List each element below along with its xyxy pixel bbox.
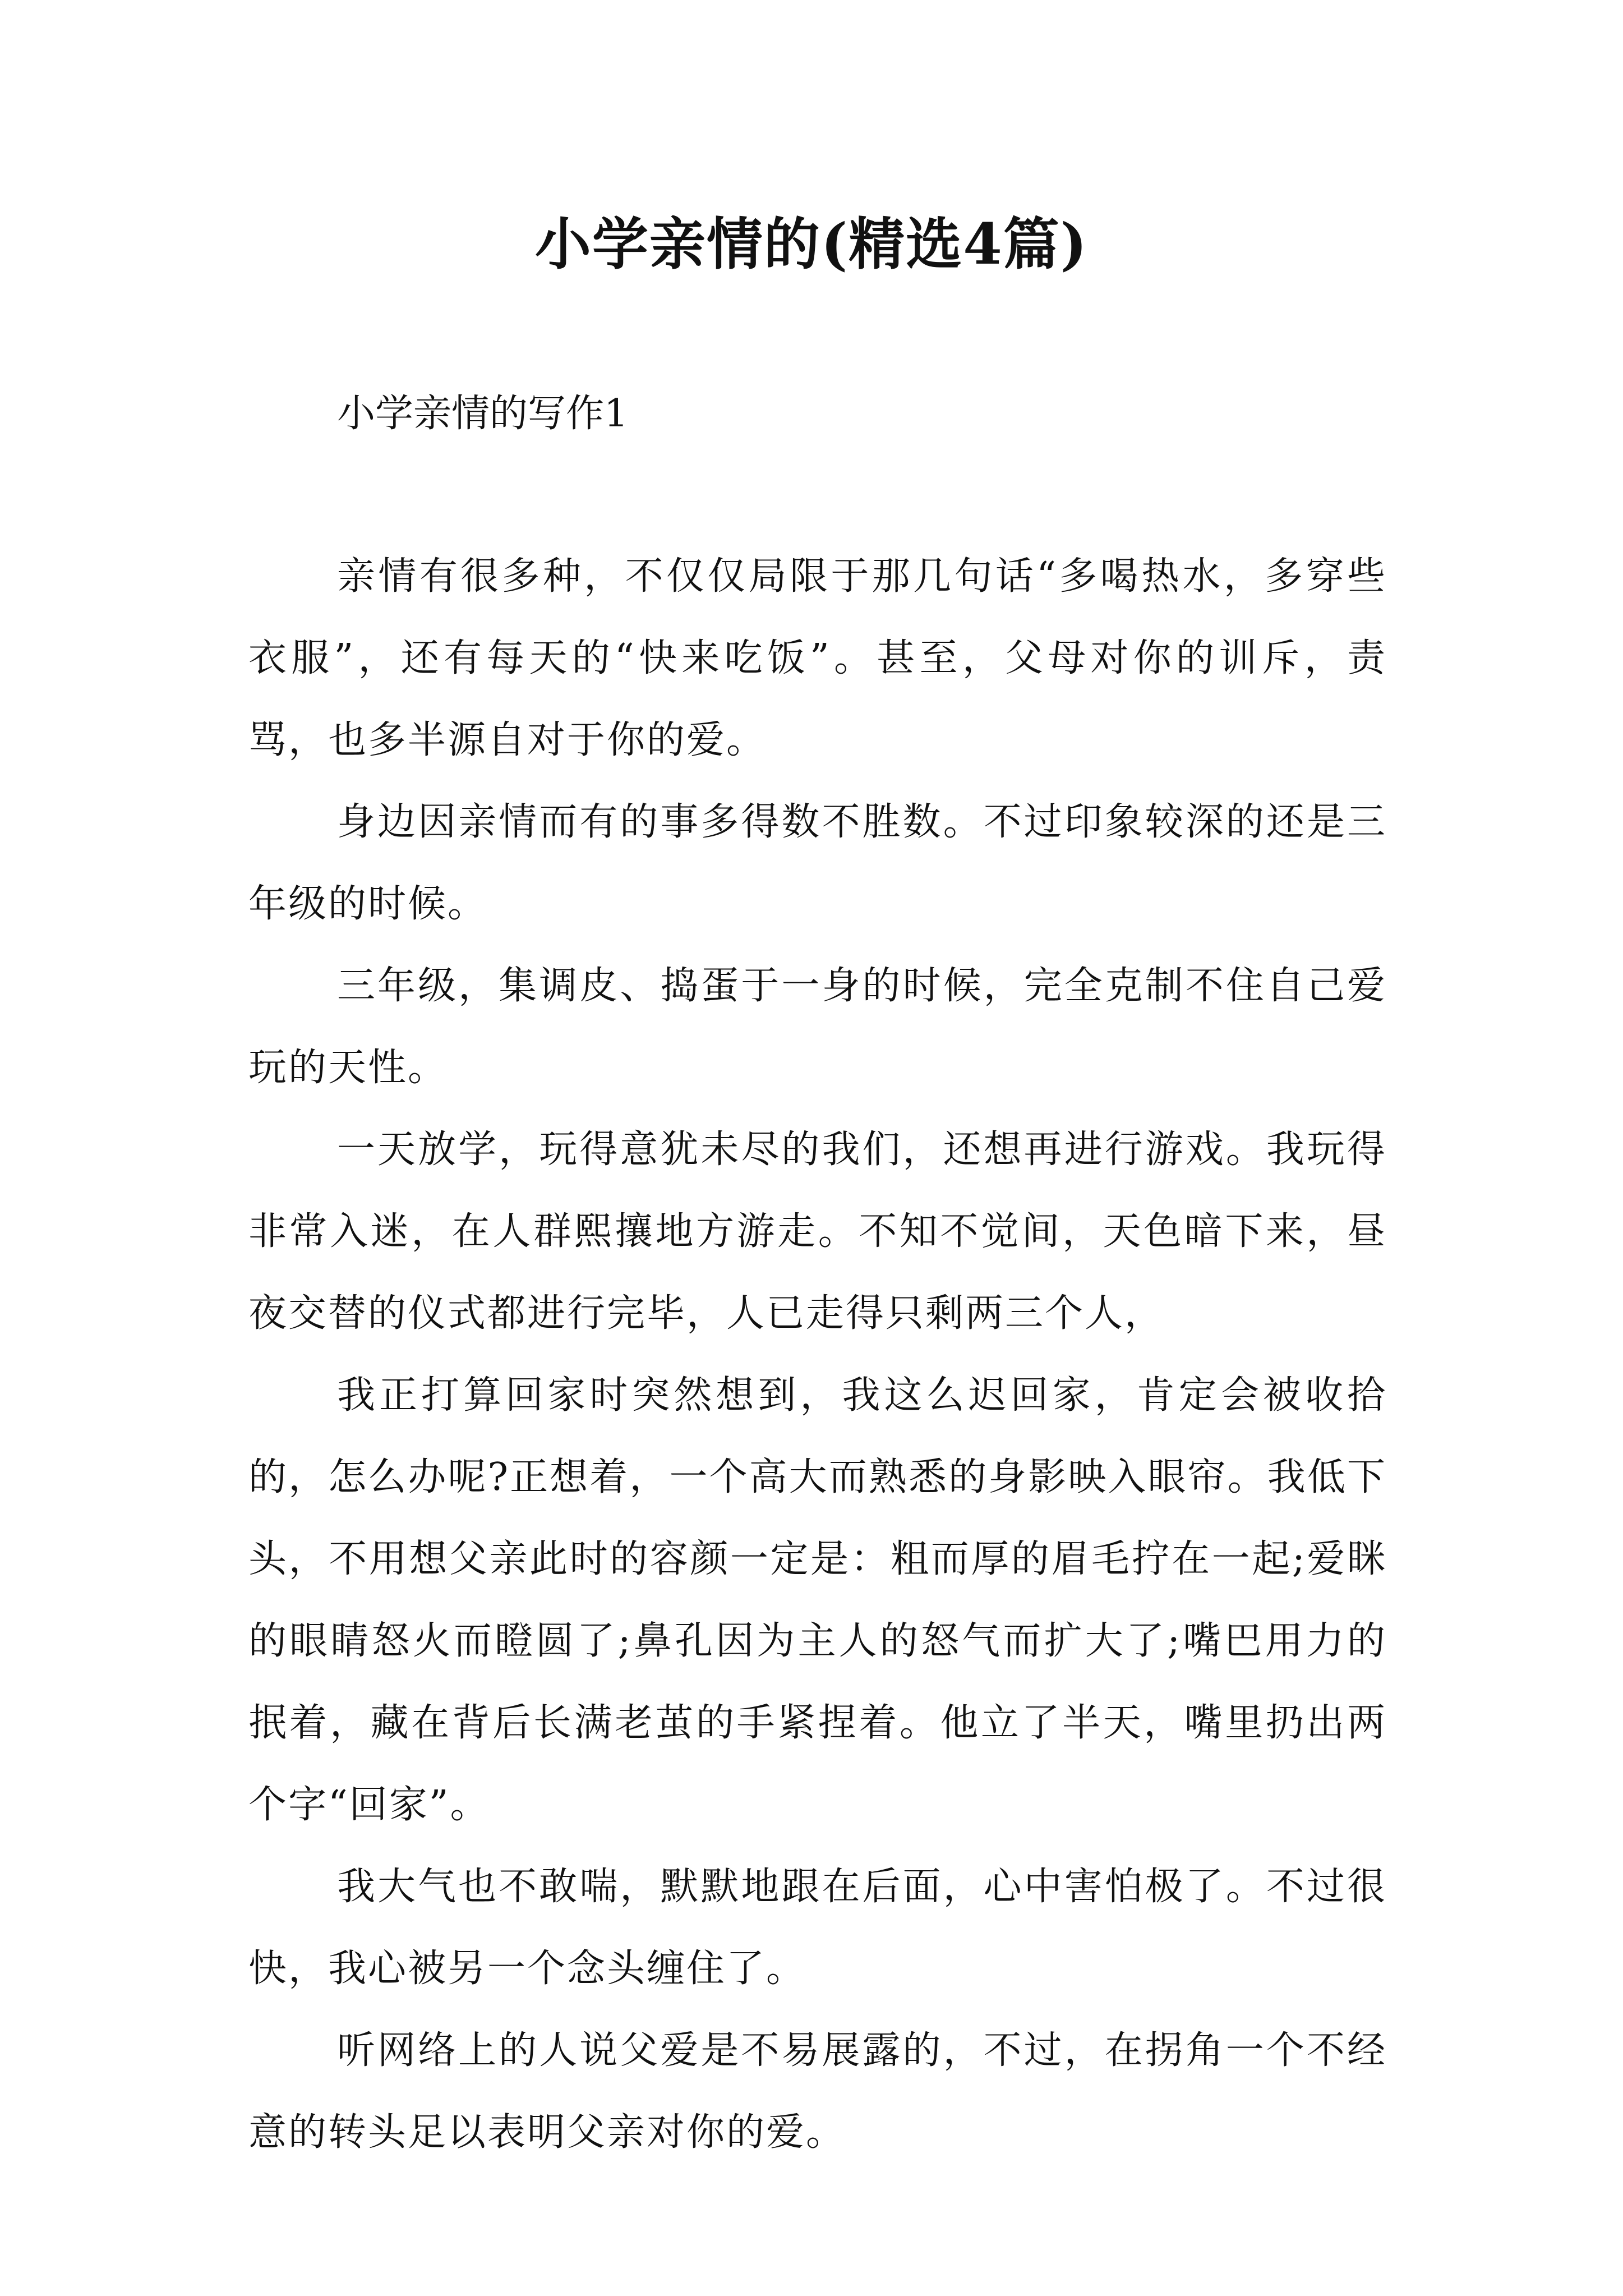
paragraph: 亲情有很多种，不仅仅局限于那几句话“多喝热水，多穿些衣服”，还有每天的“快来吃饭”。甚至，父母对你的训斥，责骂，也多半源自对于你的爱。 (248, 554, 1387, 762)
paragraph: 我正打算回家时突然想到，我这么迟回家，肯定会被收拾的，怎么办呢?正想着，一个高大而熟悉的身影映入眼帘。我低下头，不用想父亲此时的容颜一定是：粗而厚的眉毛拧在一起;爱眯的眼睛怒火而瞪圆了;鼻孔因为主人的怒气而扩大了;嘴巴用力的抿着，藏在背后长满老茧的手紧捏着。他立了半天，嘴里扔出两个字“回家”。 (248, 1373, 1387, 1827)
paragraph: 三年级，集调皮、捣蛋于一身的时候，完全克制不住自己爱玩的天性。 (248, 964, 1387, 1090)
paragraph: 听网络上的人说父爱是不易展露的，不过，在拐角一个不经意的转头足以表明父亲对你的爱。 (248, 2028, 1387, 2155)
document-title: 小学亲情的(精选4篇) (534, 211, 1089, 277)
paragraph: 身边因亲情而有的事多得数不胜数。不过印象较深的还是三年级的时候。 (248, 800, 1387, 926)
section-heading: 小学亲情的写作1 (337, 392, 629, 436)
paragraph: 一天放学，玩得意犹未尽的我们，还想再进行游戏。我玩得非常入迷，在人群熙攘地方游走。不知不觉间，天色暗下来，昼夜交替的仪式都进行完毕，人已走得只剩两三个人， (248, 1128, 1387, 1336)
paragraph: 我大气也不敢喘，默默地跟在后面，心中害怕极了。不过很快，我心被另一个念头缠住了。 (248, 1865, 1387, 1991)
document-body (248, 536, 1387, 2174)
